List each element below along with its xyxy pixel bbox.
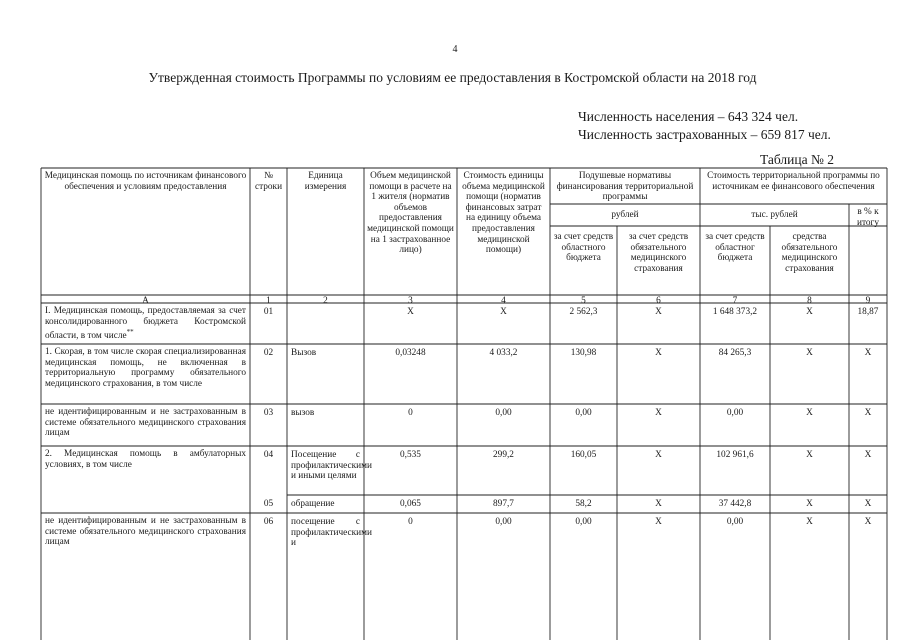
row-05-number: 05 [263,499,274,509]
numbering-cell: 7 [732,296,738,306]
row-01-label: I. Медицинская помощь, предоставляемая за счет консолидированного бюджета Костромской области, в том числе** [45,306,246,342]
header-col-1: № строки [254,171,283,192]
header-col-8: средства обязательного медицинского страхования [781,232,838,274]
numbering-cell: 9 [865,296,871,306]
row-02-col8: Х [806,348,813,358]
table-label: Таблица № 2 [760,152,834,167]
row-04-col9: Х [864,450,872,460]
page-number: 4 [452,44,458,55]
row-06-col7: 0,00 [726,517,744,527]
row-03-cost: 0,00 [495,408,512,418]
row-02-volume: 0,03248 [395,348,426,358]
numbering-cell: 6 [656,296,661,306]
row-01-col6: Х [655,307,662,317]
row-03-col6: Х [655,408,662,418]
row-06-col5: 0,00 [575,517,592,527]
row-04-number: 04 [263,450,274,460]
header-rub: рублей [611,210,639,220]
row-02-col6: Х [655,348,662,358]
numbering-cell: 4 [501,296,506,306]
numbering-cell: 3 [408,296,413,306]
row-04-unit: Посещение с профилактическими и иными целями [291,450,372,482]
row-06-volume: 0 [408,517,413,527]
document-title: Утвержденная стоимость Программы по условиям ее предоставления в Костромской области на 2018 год [148,70,757,85]
header-col-4: Стоимость единицы объема медицинской помощи (норматив финансовых затрат на единицу объема предоставления медицинской помощи) [462,171,545,256]
row-01-col7: 1 648 373,2 [712,307,758,317]
row-05-volume: 0,065 [400,499,421,509]
row-03-label: не идентифицированным и не застрахованным в системе обязательного медицинского страхования лицам [45,407,246,439]
row-02-label: 1. Скорая, в том числе скорая специализированная медицинская помощь, не включенная в территориальную программу обязательного медицинского страхования, в том числе [45,347,246,389]
row-04-col6: Х [655,450,662,460]
row-05-col7: 37 442,8 [718,499,752,509]
row-03-col5: 0,00 [575,408,592,418]
header-group-cost: Стоимость территориальной программы по источникам ее финансового обеспечения [707,171,880,192]
insured-line: Численность застрахованных – 659 817 чел. [578,127,831,142]
numbering-cell: 2 [323,296,328,306]
row-05-col6: Х [655,499,662,509]
row-02-unit: Вызов [291,348,317,358]
row-01-col9: 18,87 [857,307,879,317]
row-05-cost: 897,7 [493,499,514,509]
numbering-cell: 1 [266,296,271,306]
row-04-col7: 102 961,6 [716,450,754,460]
row-03-col8: Х [806,408,813,418]
header-col-a: Медицинская помощь по источникам финансового обеспечения и условиям предоставления [44,171,247,192]
row-01-col8: Х [806,307,813,317]
header-col-3: Объем медицинской помощи в расчете на 1 жителя (норматив объемов предоставления медицинской помощи на 1 застрахованное лицо) [367,171,454,256]
row-05-col8: Х [806,499,813,509]
row-02-col7: 84 265,3 [718,348,752,358]
row-04-label: 2. Медицинская помощь в амбулаторных условиях, в том числе [45,449,246,470]
row-05-col9: Х [864,499,872,509]
header-col-5: за счет средств областного бюджета [553,232,614,264]
row-05-unit: обращение [291,499,335,509]
header-col-7: за счет средств областног бюджета [705,232,765,264]
row-04-col8: Х [806,450,813,460]
row-02-number: 02 [263,348,274,358]
row-01-cost: Х [500,307,507,317]
row-01-number: 01 [263,307,274,317]
row-06-label: не идентифицированным и не застрахованным в системе обязательного медицинского страхования лицам [45,516,246,548]
row-06-col9: Х [864,517,872,527]
row-06-cost: 0,00 [495,517,512,527]
numbering-cell: А [142,296,149,306]
row-04-cost: 299,2 [493,450,514,460]
row-05-col5: 58,2 [575,499,592,509]
row-03-col9: Х [864,408,872,418]
row-03-col7: 0,00 [726,408,744,418]
row-02-col9: Х [864,348,872,358]
row-06-unit: посещение с профилактическими и [291,517,372,549]
header-col-6: за счет средств обязательного медицинского страхования [628,232,689,274]
header-col-2: Единица измерения [304,171,347,192]
row-03-volume: 0 [408,408,413,418]
population-line: Численность населения – 643 324 чел. [578,109,799,124]
row-01-unit [288,306,363,308]
row-01-col5: 2 562,3 [569,307,598,317]
numbering-cell: 5 [581,296,586,306]
numbering-cell: 8 [807,296,812,306]
row-02-cost: 4 033,2 [489,348,518,358]
row-03-number: 03 [263,408,274,418]
header-group-norms: Подушевые нормативы финансирования территориальной программы [556,171,694,203]
header-pct-total: в % к итогу [856,207,880,228]
row-04-volume: 0,535 [400,450,421,460]
row-06-number: 06 [263,517,274,527]
row-01-volume: Х [407,307,414,317]
row-03-unit: вызов [291,408,315,418]
row-02-col5: 130,98 [570,348,597,358]
header-thous-rub: тыс. рублей [751,210,798,220]
row-04-col5: 160,05 [570,450,597,460]
row-06-col8: Х [806,517,813,527]
row-06-col6: Х [655,517,662,527]
